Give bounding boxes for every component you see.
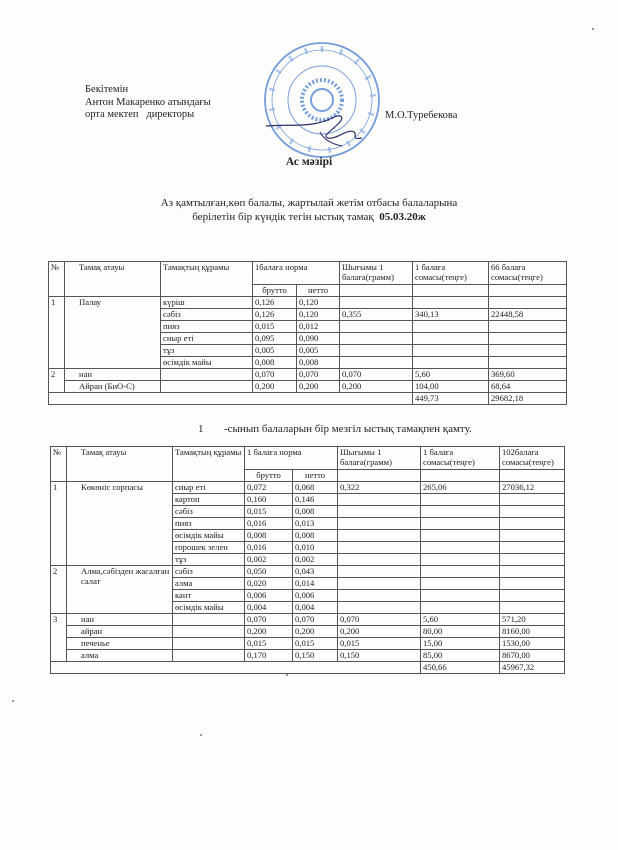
value-cell: 0,170 [245, 650, 293, 662]
value-cell: 0,200 [253, 381, 297, 393]
value-cell [421, 494, 500, 506]
value-cell [340, 357, 413, 369]
netto-label: нетто [293, 470, 338, 482]
value-cell: 0,200 [245, 626, 293, 638]
dish-name: нан [65, 369, 161, 381]
value-cell: 0,072 [245, 482, 293, 494]
total-per-child: 449,73 [413, 393, 489, 405]
ingredient: сәбіз [173, 566, 245, 578]
empty-cell [49, 393, 413, 405]
value-cell [421, 590, 500, 602]
value-cell: 0,014 [293, 578, 338, 590]
ingredient: өсімдік майы [161, 357, 253, 369]
approval-line-2: Антон Макаренко атындағы [85, 96, 211, 108]
table-2-header-cell: Тамақтың құрамы [173, 447, 245, 482]
table-row [51, 650, 565, 662]
value-cell [340, 297, 413, 309]
ingredient: өсімдік майы [173, 530, 245, 542]
subtitle-line-2 [0, 210, 618, 224]
table-1-header-cell: 66 балаға сомасы(теңге) [489, 262, 567, 285]
page-title: Ас мәзірі [285, 156, 333, 168]
signature-icon [262, 110, 372, 150]
value-cell [338, 554, 421, 566]
value-cell [338, 506, 421, 518]
dish-name: нан [67, 614, 173, 626]
table-2-header-cell: 1 балаға норма [245, 447, 338, 470]
value-cell: 0,120 [297, 297, 340, 309]
dish-name: айран [67, 626, 173, 638]
table-2-header-cell: Шығымы 1 балаға(грамм) [338, 447, 421, 470]
value-cell [338, 494, 421, 506]
value-cell [338, 518, 421, 530]
scan-speck [12, 700, 14, 702]
table-1-header-cell: 1 балаға сомасы(теңге) [413, 262, 489, 285]
ingredient [173, 614, 245, 626]
value-cell: 0,355 [340, 309, 413, 321]
value-cell [489, 357, 567, 369]
value-cell: 5,60 [421, 614, 500, 626]
row-number: 2 [51, 566, 67, 614]
value-cell: 0,015 [253, 321, 297, 333]
value-cell [421, 506, 500, 518]
brutto-label: брутто [245, 470, 293, 482]
value-cell [421, 566, 500, 578]
value-cell: 0,160 [245, 494, 293, 506]
value-cell: 0,070 [297, 369, 340, 381]
approval-block [85, 84, 211, 122]
ingredient: сәбіз [173, 506, 245, 518]
value-cell: 0,006 [245, 590, 293, 602]
menu-date: 05.03.20ж [379, 211, 426, 223]
approval-line-3: орта мектеп директоры [85, 109, 195, 120]
netto-label: нетто [297, 285, 340, 297]
value-cell: 0,200 [297, 381, 340, 393]
value-cell [338, 530, 421, 542]
ingredient: сәбіз [161, 309, 253, 321]
total-per-child: 450,66 [421, 662, 500, 674]
value-cell: 0,002 [293, 554, 338, 566]
table-1-header [49, 262, 567, 285]
value-cell: 0,146 [293, 494, 338, 506]
value-cell [500, 602, 565, 614]
value-cell: 369,60 [489, 369, 567, 381]
value-cell [500, 494, 565, 506]
value-cell [500, 578, 565, 590]
value-cell [500, 590, 565, 602]
value-cell [489, 345, 567, 357]
empty-cell [51, 662, 421, 674]
value-cell: 27036,12 [500, 482, 565, 494]
table-row [49, 297, 567, 309]
table-1-header-cell: Тамақ атауы [65, 262, 161, 297]
value-cell: 0,070 [253, 369, 297, 381]
value-cell: 0,008 [293, 506, 338, 518]
value-cell: 0,126 [253, 297, 297, 309]
table-2-header [51, 447, 565, 470]
value-cell: 340,13 [413, 309, 489, 321]
dish-name: Палау [65, 297, 161, 369]
value-cell: 0,070 [245, 614, 293, 626]
dish-name: Айран (БиО-С) [65, 381, 161, 393]
empty-cell [340, 285, 413, 297]
value-cell: 0,013 [293, 518, 338, 530]
value-cell: 0,008 [293, 530, 338, 542]
scan-speck [286, 674, 288, 676]
value-cell: 0,095 [253, 333, 297, 345]
subtitle-line-2-text: берілетін бір күндік тегін ыстық тамақ [192, 211, 374, 223]
section-2-number: 1 [198, 423, 204, 435]
value-cell: 0,002 [245, 554, 293, 566]
ingredient [173, 638, 245, 650]
ingredient: пияз [161, 321, 253, 333]
value-cell: 0,200 [338, 626, 421, 638]
ingredient: өсімдік майы [173, 602, 245, 614]
value-cell: 0,150 [338, 650, 421, 662]
value-cell [340, 345, 413, 357]
value-cell: 0,008 [297, 357, 340, 369]
ingredient: картоп [173, 494, 245, 506]
value-cell: 0,015 [245, 506, 293, 518]
value-cell: 80,00 [421, 626, 500, 638]
table-row [51, 614, 565, 626]
total-all-children: 45967,32 [500, 662, 565, 674]
ingredient: сиыр еті [173, 482, 245, 494]
value-cell [413, 297, 489, 309]
table-row [51, 482, 565, 494]
table-2-header-cell: № [51, 447, 67, 482]
value-cell: 0,015 [293, 638, 338, 650]
value-cell [489, 333, 567, 345]
value-cell [413, 333, 489, 345]
section-2-text: -сынып балаларын бір мезгіл ыстық тамақпен қамту. [224, 423, 472, 435]
empty-cell [489, 285, 567, 297]
value-cell [338, 590, 421, 602]
ingredient [173, 650, 245, 662]
value-cell: 0,070 [340, 369, 413, 381]
value-cell [338, 542, 421, 554]
value-cell: 5,60 [413, 369, 489, 381]
value-cell: 0,015 [338, 638, 421, 650]
ingredient: алма [173, 578, 245, 590]
table-row [49, 369, 567, 381]
ingredient: кант [173, 590, 245, 602]
value-cell [413, 321, 489, 333]
value-cell: 104,00 [413, 381, 489, 393]
value-cell: 571,20 [500, 614, 565, 626]
value-cell: 0,200 [293, 626, 338, 638]
dish-name: Көкөніс сорпасы [67, 482, 173, 566]
ingredient [161, 369, 253, 381]
value-cell: 22448,58 [489, 309, 567, 321]
value-cell [338, 566, 421, 578]
value-cell: 0,010 [293, 542, 338, 554]
value-cell [421, 554, 500, 566]
value-cell: 0,020 [245, 578, 293, 590]
dish-name: алма [67, 650, 173, 662]
value-cell: 0,070 [293, 614, 338, 626]
menu-table-1 [48, 261, 567, 405]
value-cell: 0,050 [245, 566, 293, 578]
scan-speck [200, 734, 202, 736]
empty-cell [338, 470, 421, 482]
total-all-children: 29682,18 [489, 393, 567, 405]
empty-cell [500, 470, 565, 482]
value-cell [500, 566, 565, 578]
value-cell [421, 578, 500, 590]
table-row [51, 638, 565, 650]
value-cell: 68,64 [489, 381, 567, 393]
value-cell: 0,126 [253, 309, 297, 321]
value-cell: 0,068 [293, 482, 338, 494]
total-row [49, 393, 567, 405]
value-cell: 85,00 [421, 650, 500, 662]
table-2-header-cell: Тамақ атауы [67, 447, 173, 482]
dish-name: печенье [67, 638, 173, 650]
table-row [49, 381, 567, 393]
director-name: М.О.Туребекова [385, 110, 458, 121]
value-cell [340, 333, 413, 345]
value-cell: 1530,00 [500, 638, 565, 650]
value-cell: 15,00 [421, 638, 500, 650]
value-cell: 0,090 [297, 333, 340, 345]
value-cell: 8670,00 [500, 650, 565, 662]
total-row [51, 662, 565, 674]
value-cell: 0,012 [297, 321, 340, 333]
value-cell: 0,004 [293, 602, 338, 614]
table-1-header-cell: № [49, 262, 65, 297]
value-cell: 0,120 [297, 309, 340, 321]
menu-table-2 [50, 446, 565, 674]
value-cell: 0,006 [293, 590, 338, 602]
table-1-header-cell: Шығымы 1 балаға(грамм) [340, 262, 413, 285]
value-cell [421, 542, 500, 554]
value-cell [340, 321, 413, 333]
row-number: 1 [49, 297, 65, 369]
value-cell: 0,070 [338, 614, 421, 626]
table-2-header-cell: 1 балаға сомасы(теңге) [421, 447, 500, 470]
table-2-header-cell: 102балаға сомасы(теңге) [500, 447, 565, 470]
value-cell [338, 602, 421, 614]
table-row [51, 566, 565, 578]
value-cell: 0,200 [340, 381, 413, 393]
value-cell: 0,043 [293, 566, 338, 578]
row-number: 2 [49, 369, 65, 393]
value-cell [338, 578, 421, 590]
value-cell: 0,016 [245, 518, 293, 530]
value-cell: 0,004 [245, 602, 293, 614]
value-cell: 0,322 [338, 482, 421, 494]
approval-line-1: Бекітемін [85, 84, 129, 95]
empty-cell [421, 470, 500, 482]
row-number: 3 [51, 614, 67, 662]
ingredient: пияз [173, 518, 245, 530]
value-cell: 0,008 [245, 530, 293, 542]
dish-name: Алма,сәбізден жасалған салат [67, 566, 173, 614]
value-cell: 0,008 [253, 357, 297, 369]
row-number: 1 [51, 482, 67, 566]
value-cell [421, 602, 500, 614]
ingredient [173, 626, 245, 638]
value-cell [413, 345, 489, 357]
value-cell [421, 530, 500, 542]
value-cell [500, 518, 565, 530]
section-2-heading [198, 423, 472, 435]
scan-speck [592, 28, 594, 30]
empty-cell [413, 285, 489, 297]
value-cell: 0,150 [293, 650, 338, 662]
ingredient: тұз [161, 345, 253, 357]
value-cell: 0,005 [253, 345, 297, 357]
value-cell: 0,005 [297, 345, 340, 357]
value-cell [500, 554, 565, 566]
subtitle [0, 196, 618, 224]
value-cell [500, 506, 565, 518]
value-cell: 8160,00 [500, 626, 565, 638]
ingredient: тұз [173, 554, 245, 566]
table-1-header-cell: Тамақтың құрамы [161, 262, 253, 297]
brutto-label: брутто [253, 285, 297, 297]
value-cell [500, 542, 565, 554]
table-1-header-cell: 1балаға норма [253, 262, 340, 285]
value-cell [489, 321, 567, 333]
value-cell [421, 518, 500, 530]
ingredient [161, 381, 253, 393]
value-cell: 265,06 [421, 482, 500, 494]
value-cell [500, 530, 565, 542]
ingredient: күріш [161, 297, 253, 309]
value-cell: 0,015 [245, 638, 293, 650]
value-cell [413, 357, 489, 369]
ingredient: сиыр еті [161, 333, 253, 345]
ingredient: горошек зелен [173, 542, 245, 554]
value-cell [489, 297, 567, 309]
subtitle-line-1: Аз қамтылған,көп балалы, жартылай жетім отбасы балаларына [160, 197, 458, 209]
table-row [51, 626, 565, 638]
value-cell: 0,016 [245, 542, 293, 554]
